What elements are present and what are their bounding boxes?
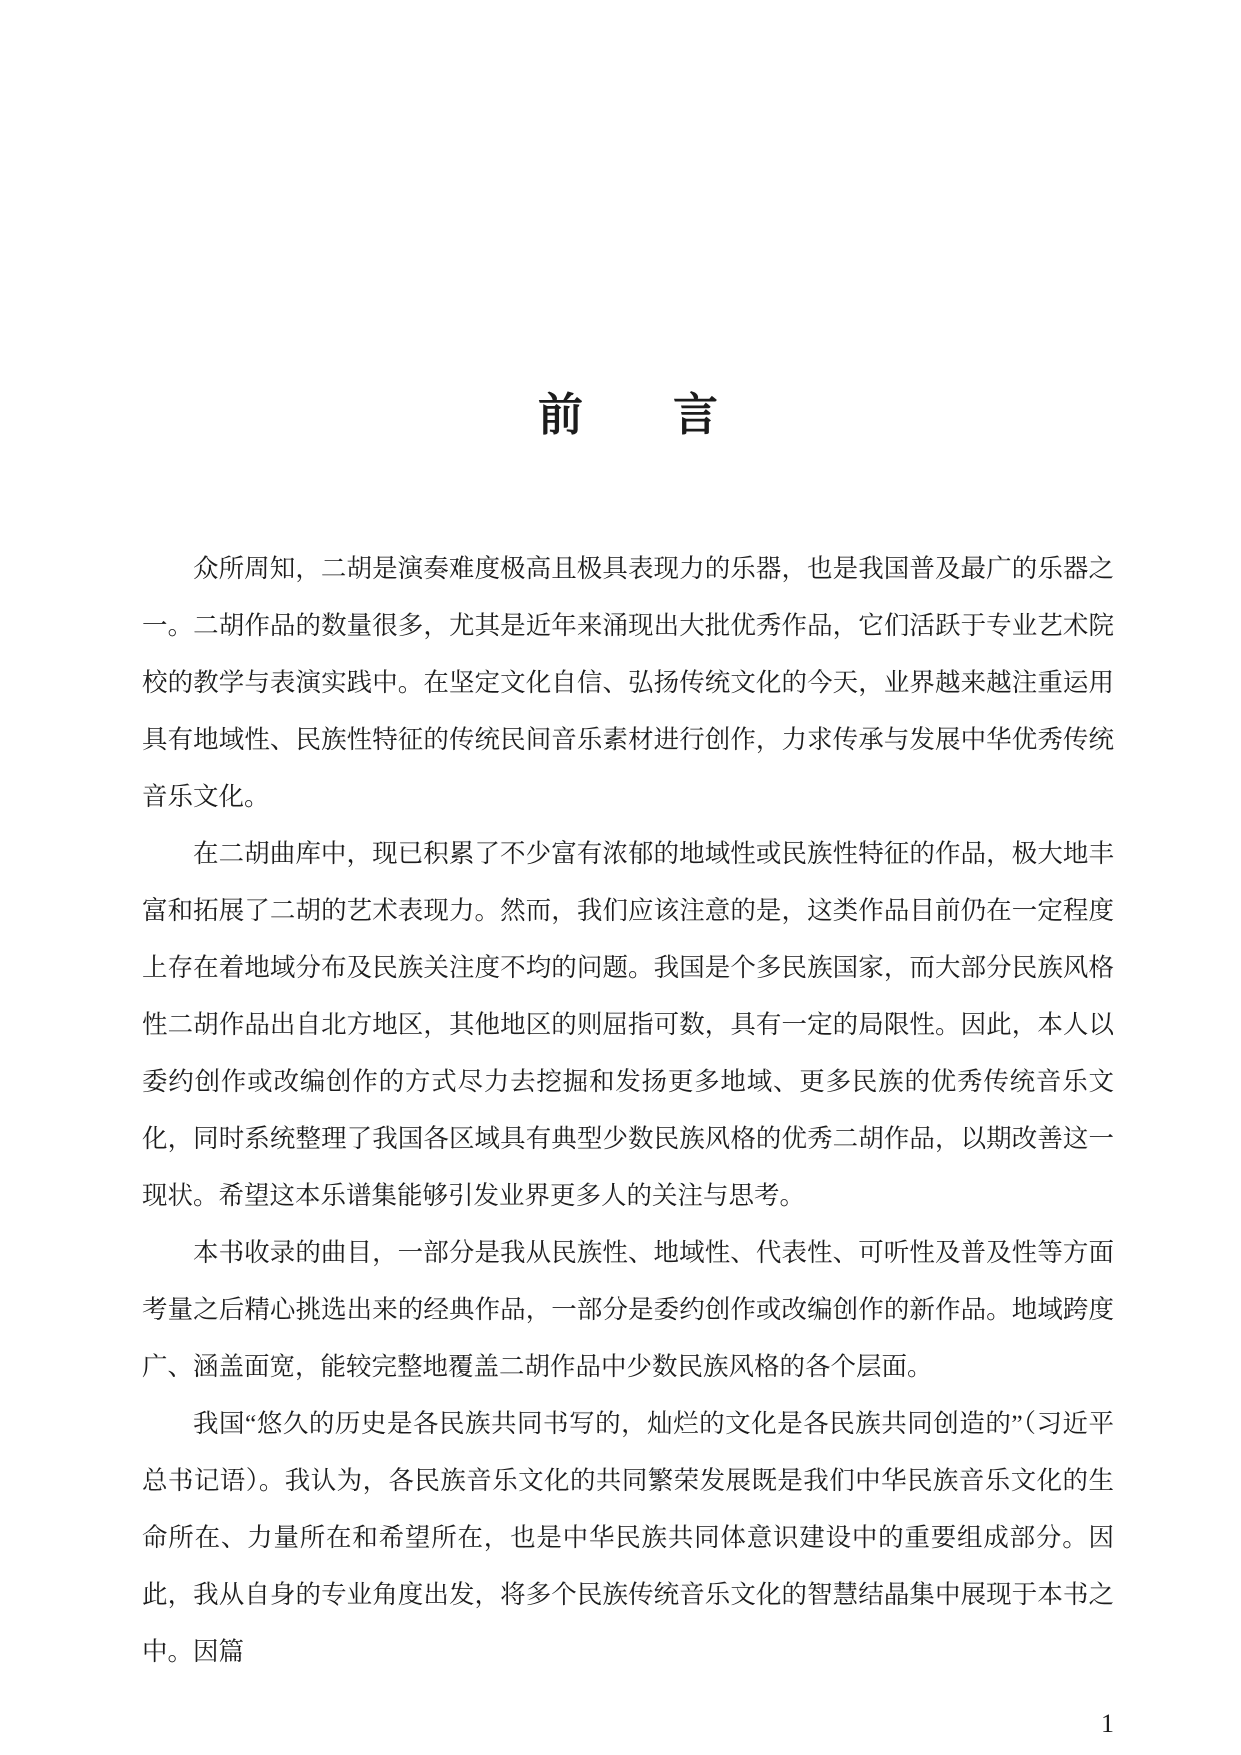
- preface-paragraph-4: 我国“悠久的历史是各民族共同书写的，灿烂的文化是各民族共同创造的”（习近平总书记语）。我认为，各民族音乐文化的共同繁荣发展既是我们中华民族音乐文化的生命所在、力量所在和希望所在，也是中华民族共同体意识建设中的重要组成部分。因此，我从自身的专业角度出发，将多个民族传统音乐文化的智慧结晶集中展现于本书之中。因篇: [142, 1409, 1114, 1666]
- preface-paragraph-3: 本书收录的曲目，一部分是我从民族性、地域性、代表性、可听性及普及性等方面考量之后精心挑选出来的经典作品，一部分是委约创作或改编创作的新作品。地域跨度广、涵盖面宽，能较完整地覆盖二胡作品中少数民族风格的各个层面。: [142, 1238, 1114, 1381]
- page-number: 1: [1101, 1709, 1114, 1738]
- preface-paragraph-2: 在二胡曲库中，现已积累了不少富有浓郁的地域性或民族性特征的作品，极大地丰富和拓展了二胡的艺术表现力。然而，我们应该注意的是，这类作品目前仍在一定程度上存在着地域分布及民族关注度不均的问题。我国是个多民族国家，而大部分民族风格性二胡作品出自北方地区，其他地区的则屈指可数，具有一定的局限性。因此，本人以委约创作或改编创作的方式尽力去挖掘和发扬更多地域、更多民族的优秀传统音乐文化，同时系统整理了我国各区域具有典型少数民族风格的优秀二胡作品，以期改善这一现状。希望这本乐谱集能够引发业界更多人的关注与思考。: [142, 839, 1114, 1210]
- page-title: 前 言: [537, 390, 718, 440]
- preface-body: [142, 540, 1114, 1680]
- preface-paragraph-1: 众所周知，二胡是演奏难度极高且极具表现力的乐器，也是我国普及最广的乐器之一。二胡作品的数量很多，尤其是近年来涌现出大批优秀作品，它们活跃于专业艺术院校的教学与表演实践中。在坚定文化自信、弘扬传统文化的今天，业界越来越注重运用具有地域性、民族性特征的传统民间音乐素材进行创作，力求传承与发展中华优秀传统音乐文化。: [142, 554, 1114, 811]
